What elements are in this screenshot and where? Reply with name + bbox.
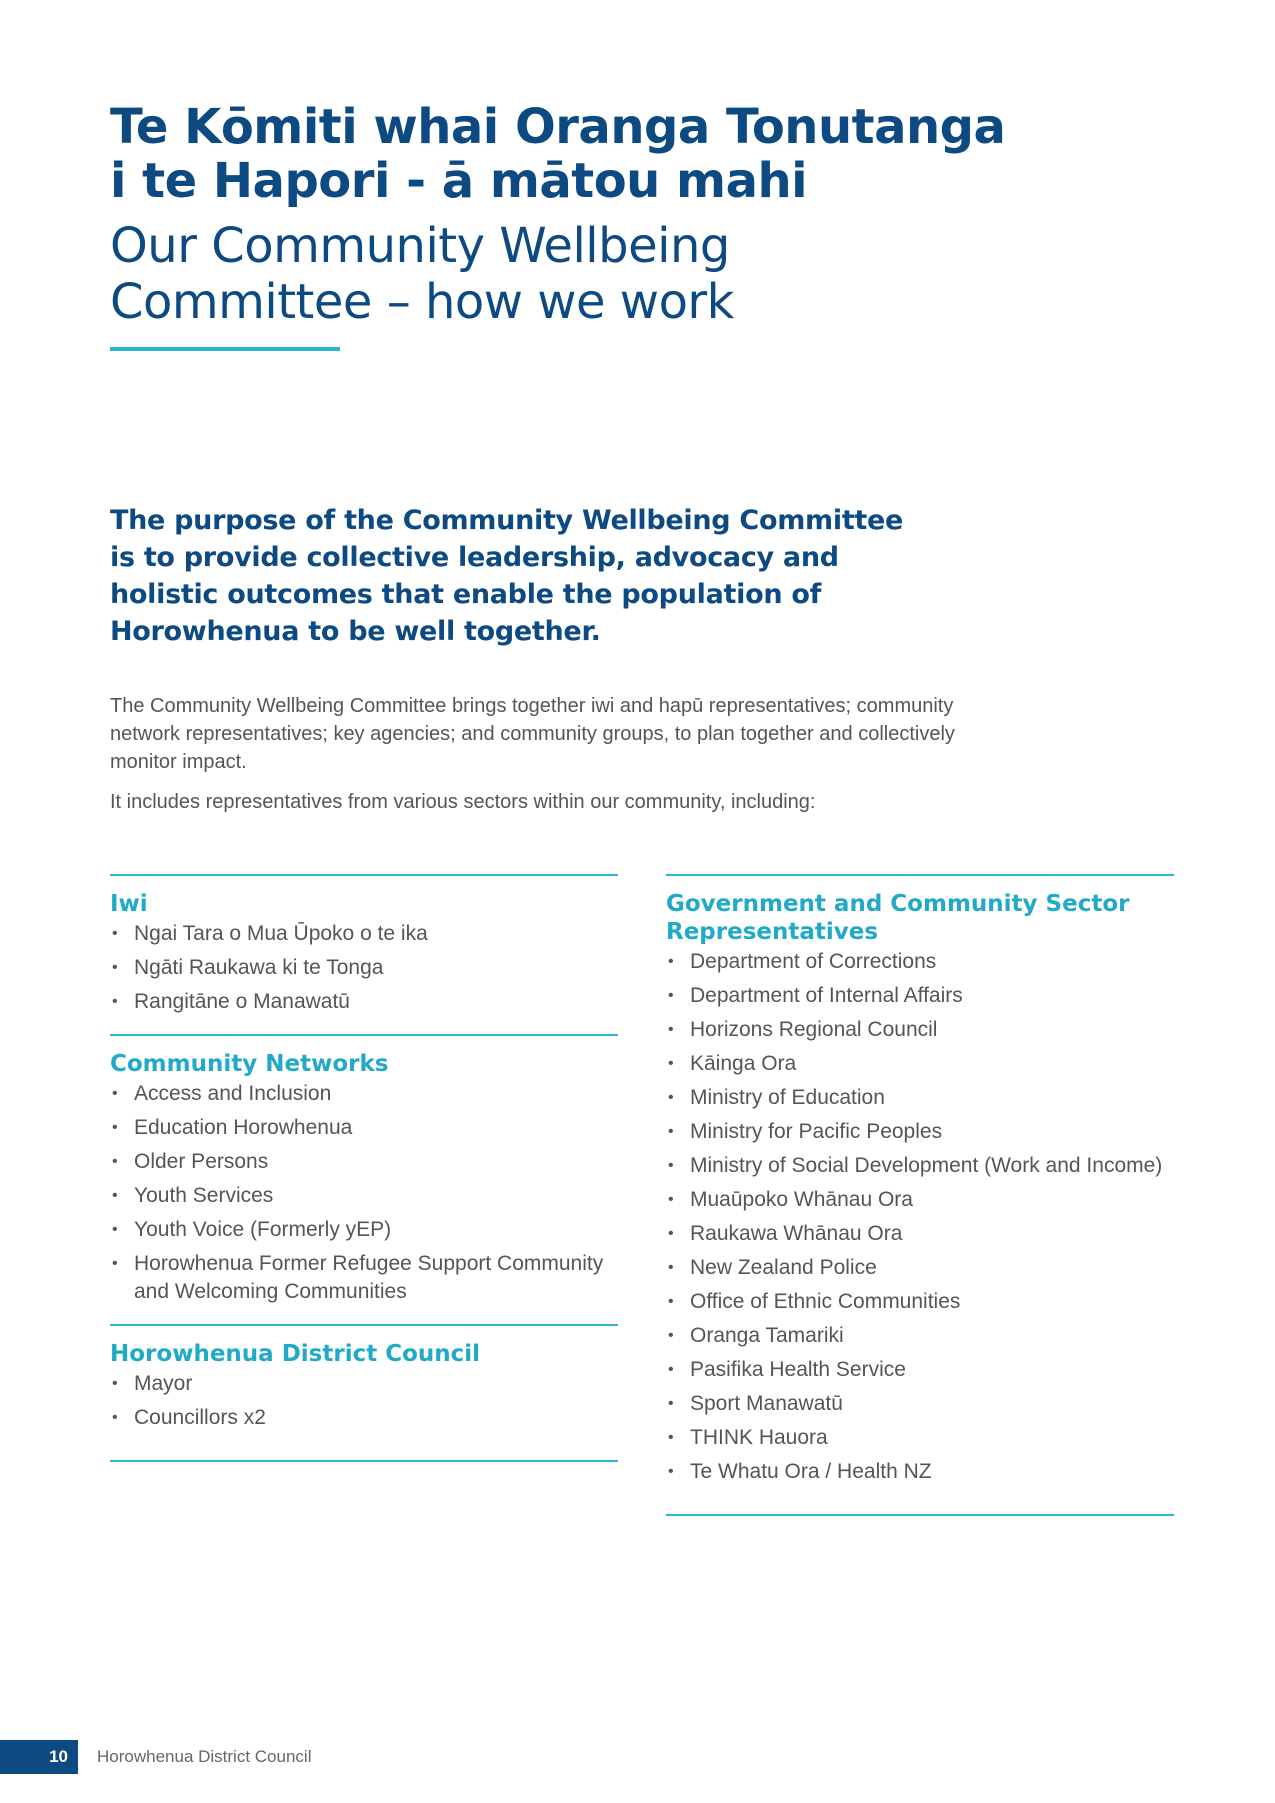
list-item: • Education Horowhenua	[110, 1114, 618, 1142]
title-maori-line-2: i te Hapori - ā mātou mahi	[110, 153, 808, 209]
page-title-maori	[110, 100, 1110, 208]
list-item: • Youth Services	[110, 1182, 618, 1210]
section-government	[666, 874, 1174, 1516]
title-maori-line-1: Te Kōmiti whai Oranga Tonutanga	[110, 99, 1006, 155]
title-en-line-2: Committee – how we work	[110, 274, 734, 330]
section-title-council: Horowhenua District Council	[110, 1341, 481, 1367]
list-item: • Ministry for Pacific Peoples	[666, 1118, 1174, 1146]
section-title-iwi: Iwi	[110, 891, 148, 917]
iwi-list	[110, 920, 618, 1016]
list-item: • Sport Manawatū	[666, 1390, 1174, 1418]
list-item: • Ministry of Social Development (Work and Income)	[666, 1152, 1174, 1180]
list-item: • Department of Internal Affairs	[666, 982, 1174, 1010]
list-item: • Department of Corrections	[666, 948, 1174, 976]
page-number: 10	[0, 1740, 78, 1774]
page-title-english	[110, 218, 1110, 330]
list-item: • Horowhenua Former Refugee Support Community and Welcoming Communities	[110, 1250, 618, 1306]
list-item: • Pasifika Health Service	[666, 1356, 1174, 1384]
list-item: • Raukawa Whānau Ora	[666, 1220, 1174, 1248]
list-item: • Older Persons	[110, 1148, 618, 1176]
list-item: • Youth Voice (Formerly yEP)	[110, 1216, 618, 1244]
title-divider	[110, 347, 340, 351]
section-community-networks	[110, 1034, 618, 1324]
list-item: • Office of Ethnic Communities	[666, 1288, 1174, 1316]
section-title-government: Government and Community Sector Representatives	[666, 891, 1130, 945]
section-council	[110, 1324, 618, 1462]
list-item: • Ministry of Education	[666, 1084, 1174, 1112]
intro-paragraph-2: It includes representatives from various sectors within our community, including:	[110, 791, 816, 813]
list-item: • Te Whatu Ora / Health NZ	[666, 1458, 1174, 1486]
section-iwi	[110, 874, 618, 1034]
list-item: • Mayor	[110, 1370, 618, 1398]
list-item: • Muaūpoko Whānau Ora	[666, 1186, 1174, 1214]
intro-paragraph-1: The Community Wellbeing Committee brings together iwi and hapū representatives; community network representatives; key agencies; and community groups, to plan together and collectively monitor impact.	[110, 695, 955, 773]
list-item: • Kāinga Ora	[666, 1050, 1174, 1078]
council-list	[110, 1370, 618, 1432]
list-item: • Rangitāne o Manawatū	[110, 988, 618, 1016]
list-item: • Oranga Tamariki	[666, 1322, 1174, 1350]
government-list	[666, 948, 1174, 1486]
footer-org-name: Horowhenua District Council	[97, 1747, 312, 1766]
list-item: • Ngai Tara o Mua Ūpoko o te ika	[110, 920, 618, 948]
section-title-community-networks: Community Networks	[110, 1051, 389, 1077]
left-column	[110, 874, 618, 1462]
right-column	[666, 874, 1174, 1516]
list-item: • Access and Inclusion	[110, 1080, 618, 1108]
list-item: • New Zealand Police	[666, 1254, 1174, 1282]
intro-text	[110, 692, 970, 828]
title-en-line-1: Our Community Wellbeing	[110, 218, 730, 274]
list-item: • Ngāti Raukawa ki te Tonga	[110, 954, 618, 982]
list-item: • Horizons Regional Council	[666, 1016, 1174, 1044]
list-item: • Councillors x2	[110, 1404, 618, 1432]
purpose-statement: The purpose of the Community Wellbeing Committee is to provide collective leadership, advocacy and holistic outcomes that enable the population of Horowhenua to be well together.	[110, 505, 904, 647]
list-item: • THINK Hauora	[666, 1424, 1174, 1452]
community-networks-list	[110, 1080, 618, 1306]
